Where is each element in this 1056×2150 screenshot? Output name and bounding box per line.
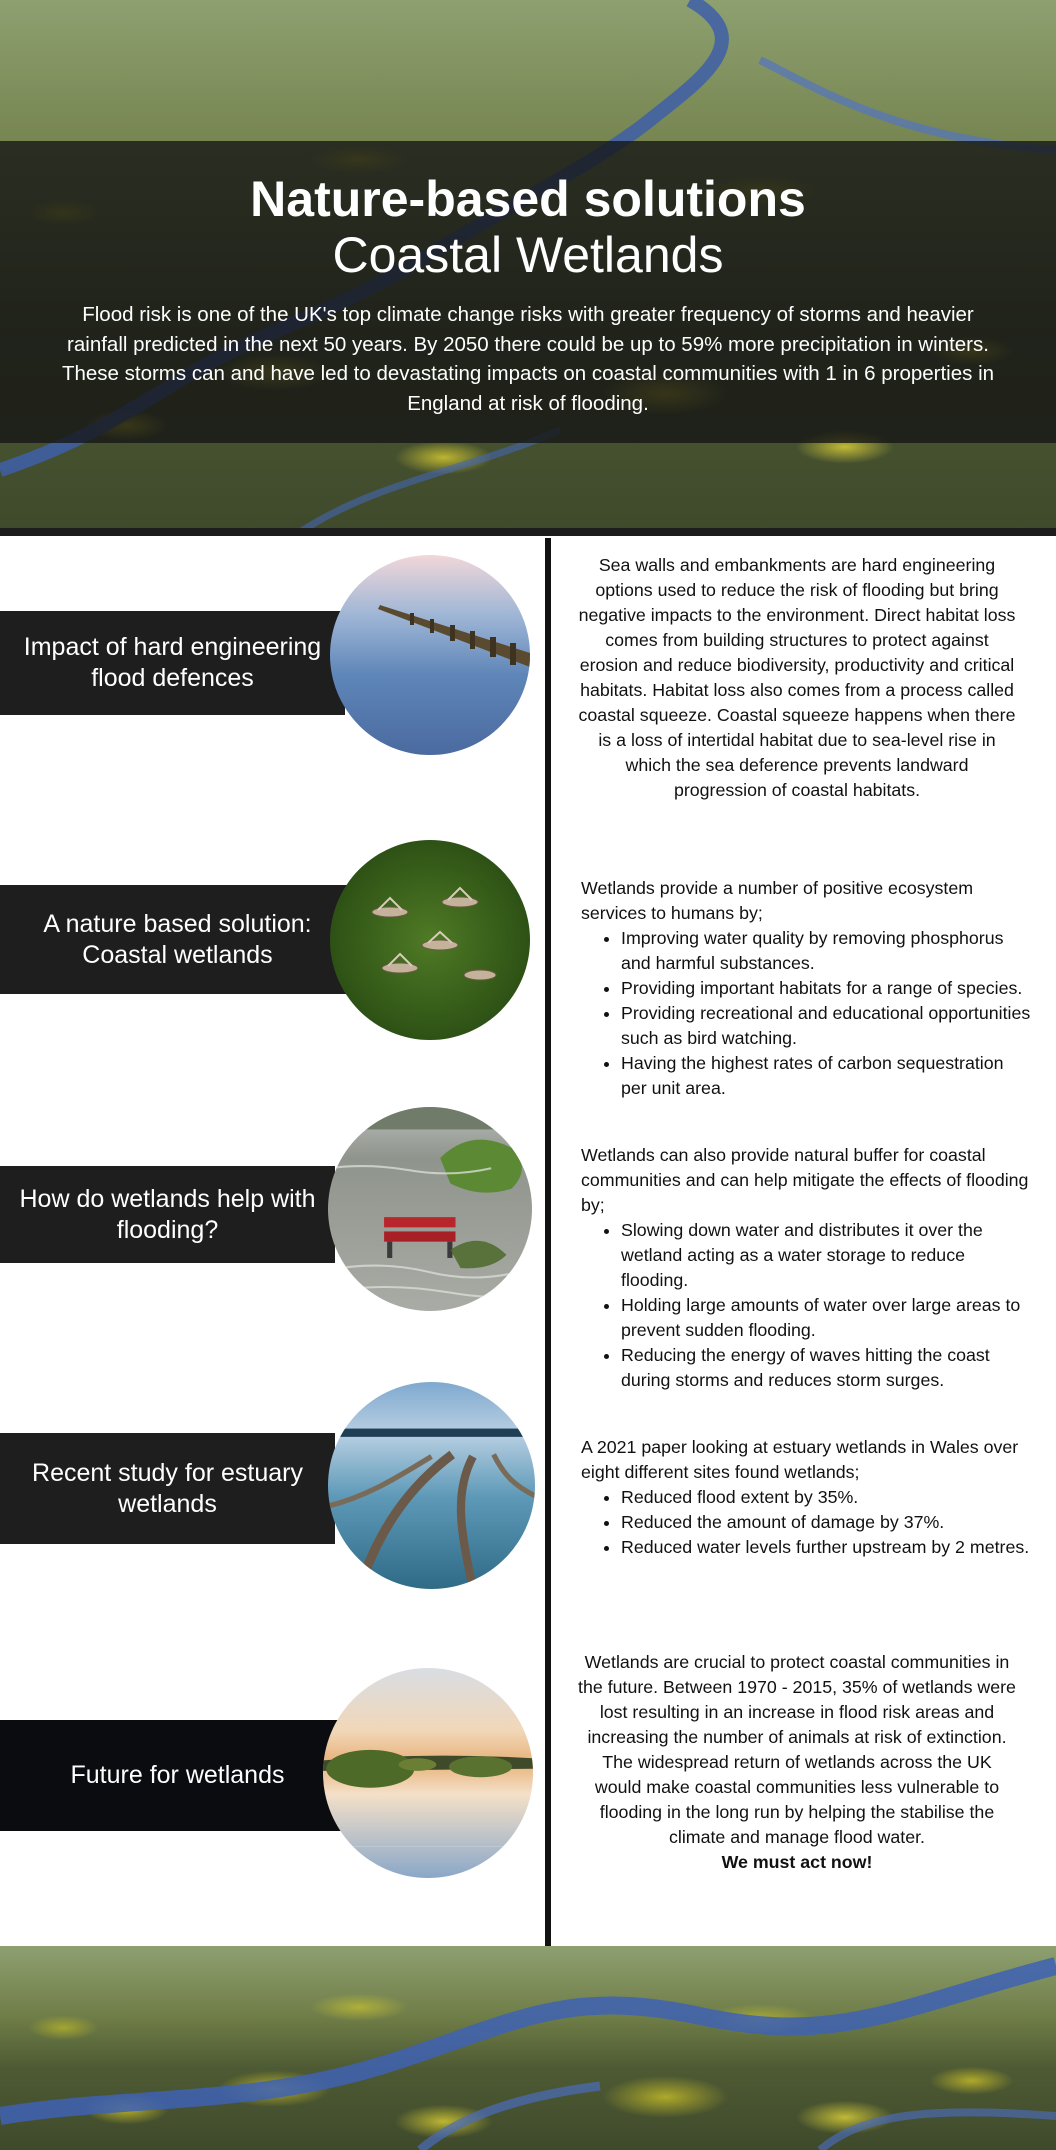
section-label-future [0,1720,355,1831]
estuary-channels-photo [328,1382,535,1589]
section-label-text: Impact of hard engineering flood defences [23,633,322,692]
section-body-wetlands-flooding [581,1143,1031,1393]
list-item: • Reduced the amount of damage by 37%. [621,1510,1031,1535]
section-label-hard-engineering [0,611,345,715]
call-to-action: We must act now! [721,1852,873,1872]
hero-aerial-wetland-image [0,0,1056,532]
flooding-benefits-list [621,1218,1031,1393]
section-body-text: Wetlands are crucial to protect coastal communities in the future. Between 1970 - 2015, 35% of wetlands were lost resulting in an increase in flood risk areas and increasing the number of animals at risk of extinction. The widespread return of wetlands across the UK would make coastal communities less vulnerable to flooding in the long run by helping the stabilise the climate and manage flood water. [578,1652,1016,1847]
flooded-bench-photo [328,1107,532,1311]
section-body-nature-based-solution [581,876,1031,1101]
list-item: • Reduced flood extent by 35%. [621,1485,1031,1510]
section-intro-text: Wetlands can also provide natural buffer for coastal communities and can help mitigate the effects of flooding by; [581,1145,1029,1215]
list-item: • Having the highest rates of carbon sequestration per unit area. [621,1051,1031,1101]
section-body-estuary-study [581,1435,1031,1560]
list-item: • Holding large amounts of water over large areas to prevent sudden flooding. [621,1293,1031,1343]
footer-aerial-wetland-image [0,1946,1056,2150]
wooden-groyne-sea-photo [330,555,530,755]
list-item: • Slowing down water and distributes it over the wetland acting as a water storage to reduce flooding. [621,1218,1031,1293]
list-item: • Providing important habitats for a range of species. [621,976,1031,1001]
hero-intro-text: Flood risk is one of the UK's top climate change risks with greater frequency of storms and heavier rainfall predicted in the next 50 years. By 2050 there could be up to 59% more precipitation in winters. These storms can and have led to devastating impacts on coastal communities with 1 in 6 properties in England at risk of flooding. [61,303,995,415]
section-intro-text: A 2021 paper looking at estuary wetlands in Wales over eight different sites found wetlands; [581,1437,1019,1482]
study-findings-list [621,1485,1031,1560]
section-label-text: Recent study for estuary wetlands [32,1458,303,1518]
page-subtitle: Coastal Wetlands [332,227,724,283]
centre-divider-line [545,538,551,1946]
section-label-estuary-study [0,1433,335,1544]
section-body-future [577,1650,1017,1875]
section-label-text: Future for wetlands [70,1761,285,1789]
section-label-text: How do wetlands help with flooding? [19,1184,316,1244]
page-title: Nature-based solutions [250,171,806,227]
hero-divider [0,528,1056,536]
benefits-list [621,926,1031,1101]
list-item: • Providing recreational and educational opportunities such as bird watching. [621,1001,1031,1051]
section-intro-text: Wetlands provide a number of positive ecosystem services to humans by; [581,878,974,923]
list-item: • Reduced water levels further upstream by 2 metres. [621,1535,1031,1560]
section-label-wetlands-flooding [0,1166,335,1263]
list-item: • Improving water quality by removing phosphorus and harmful substances. [621,926,1031,976]
footer-river-graphic [0,1946,1056,2150]
section-label-nature-based-solution [0,885,355,994]
section-body-hard-engineering: Sea walls and embankments are hard engineering options used to reduce the risk of flooding but bring negative impacts to the environment. Direct habitat loss comes from building structures to protect against erosion and reduce biodiversity, productivity and critical habitats. Habitat loss also comes from a process called coastal squeeze. Coastal squeeze happens when there is a loss of intertidal habitat due to sea-level rise in which the sea deference prevents landward progression of coastal habitats. [578,555,1016,800]
flying-geese-photo [330,840,530,1040]
wetland-reflection-photo [323,1668,533,1878]
list-item: • Reducing the energy of waves hitting the coast during storms and reduces storm surges. [621,1343,1031,1393]
section-label-text: A nature based solution: Coastal wetlands [43,909,312,969]
